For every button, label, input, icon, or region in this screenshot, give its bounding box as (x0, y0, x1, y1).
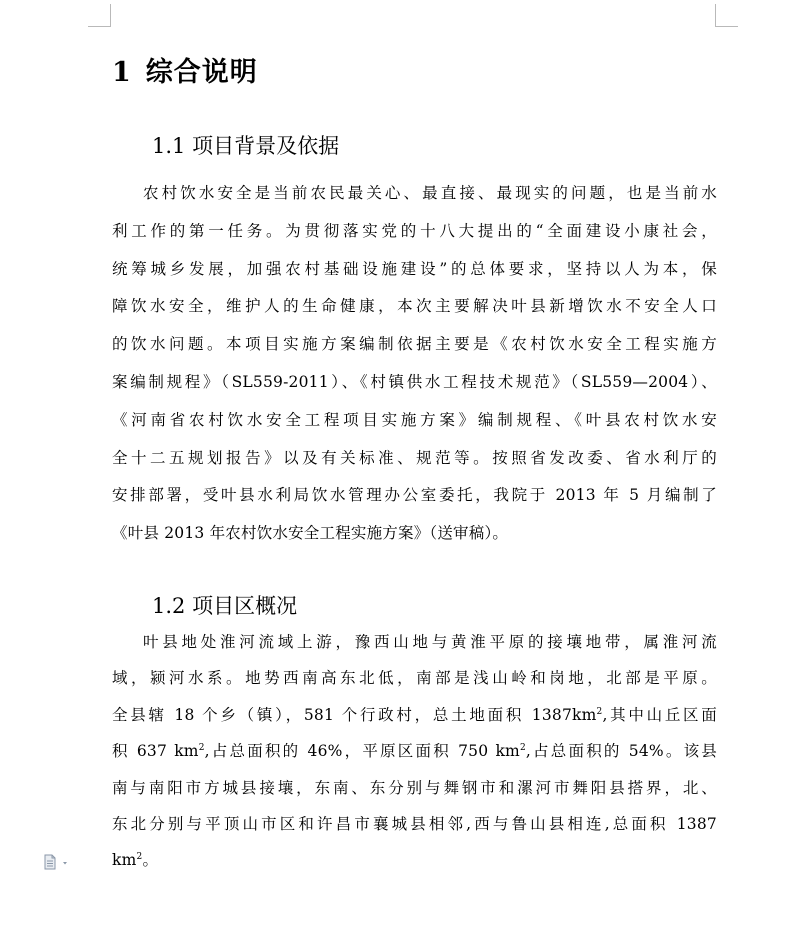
text-run: km (112, 851, 137, 870)
text-line: 利工作的第一任务。为贯彻落实党的十八大提出的“全面建设小康社会， (112, 221, 717, 240)
chapter-number: 1 (112, 57, 132, 88)
text-line (112, 733, 717, 769)
text-line: 东北分别与平顶山市区和许昌市襄城县相邻,西与鲁山县相连,总面积 1387 (112, 814, 717, 833)
text-line: 农村饮水安全是当前农民最关心、最直接、最现实的问题，也是当前水 (143, 184, 717, 202)
section-heading: 1.1 项目背景及依据 (152, 134, 340, 158)
text-line (112, 697, 717, 733)
text-run: ,其中山丘区面 (602, 705, 717, 724)
chapter-title: 综合说明 (145, 57, 258, 88)
text-run: 。 (142, 851, 159, 870)
text-line: 《叶县 2013 年农村饮水安全工程实施方案》（送审稿）。 (112, 524, 509, 543)
document-icon (43, 854, 73, 870)
superscript: 2 (198, 743, 205, 754)
paragraph-background (112, 175, 717, 553)
text-line (112, 842, 717, 878)
text-line: 安排部署，受叶县水利局饮水管理办公室委托，我院于 2013 年 5 月编制了 (112, 486, 717, 505)
text-line: 南与南阳市方城县接壤，东南、东分别与舞钢市和漯河市舞阳县搭界，北、 (112, 778, 717, 797)
text-line: 全十二五规划报告》以及有关标准、规范等。按照省发改委、省水利厅的 (112, 448, 717, 467)
text-run: 积 637 km (112, 742, 199, 761)
crop-mark-top-left (88, 4, 111, 27)
text-run: ,占总面积的 46%，平原区面积 750 km (204, 742, 520, 761)
text-line: 统筹城乡发展，加强农村基础设施建设”的总体要求，坚持以人为本，保 (112, 259, 717, 278)
text-line: 域，颍河水系。地势西南高东北低，南部是浅山岭和岗地，北部是平原。 (112, 669, 717, 688)
crop-mark-top-right (715, 4, 738, 27)
superscript: 2 (136, 852, 143, 863)
paste-options-button[interactable] (43, 854, 73, 870)
text-line: 的饮水问题。本项目实施方案编制依据主要是《农村饮水安全工程实施方 (112, 335, 717, 354)
chapter-heading (112, 50, 258, 89)
chevron-down-icon (63, 862, 67, 865)
text-line: 叶县地处淮河流域上游，豫西山地与黄淮平原的接壤地带，属淮河流 (143, 633, 717, 651)
superscript: 2 (519, 743, 526, 754)
text-run: 全县辖 18 个乡（镇），581 个行政村，总土地面积 1387km (112, 705, 597, 724)
section-heading: 1.2 项目区概况 (152, 594, 298, 618)
superscript: 2 (596, 706, 603, 717)
paragraph-overview (112, 624, 717, 879)
text-line: 《河南省农村饮水安全工程项目实施方案》编制规程、《叶县农村饮水安 (112, 410, 717, 429)
text-line: 障饮水安全，维护人的生命健康，本次主要解决叶县新增饮水不安全人口 (112, 297, 717, 316)
text-run: ,占总面积的 54%。该县 (525, 742, 718, 761)
text-line: 案编制规程》（SL559-2011）、《村镇供水工程技术规范》（SL559—2004）、 (112, 372, 717, 391)
